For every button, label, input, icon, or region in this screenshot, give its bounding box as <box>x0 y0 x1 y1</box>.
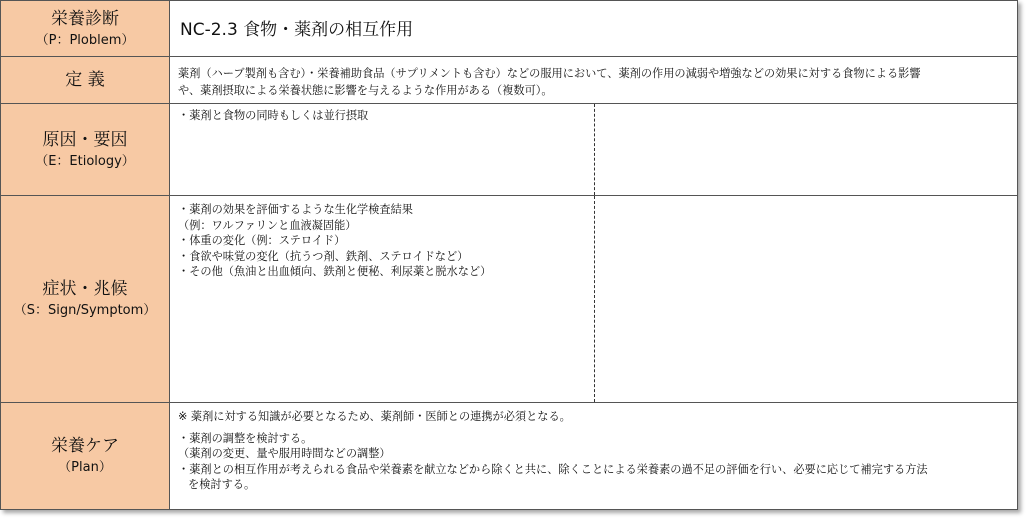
plan-item: （薬剤の変更、量や服用時間などの調整） <box>178 447 391 461</box>
diagnosis-label: 栄養診断 <box>51 8 119 29</box>
etiology-left-column <box>170 104 595 195</box>
definition-line: 薬剤（ハーブ製剤も含む）・栄養補助食品（サプリメントも含む）などの服用において、薬剤の作用の減弱や増強などの効果に対する食物による影響 <box>178 67 921 80</box>
symptom-label-cell <box>1 196 170 402</box>
definition-label-cell <box>1 57 170 103</box>
symptom-item: ・その他（魚油と出血傾向、鉄剤と便秘、利尿薬と脱水など） <box>178 265 492 279</box>
plan-row <box>1 403 1017 509</box>
symptom-row <box>1 196 1017 403</box>
diagnosis-sublabel: （P：Ploblem） <box>35 32 135 48</box>
definition-content-cell <box>170 57 1017 103</box>
plan-item: を検討する。 <box>188 478 256 492</box>
definition-row <box>1 57 1017 104</box>
etiology-row <box>1 104 1017 196</box>
symptom-sublabel: （S：Sign/Symptom） <box>13 303 157 318</box>
etiology-right-column <box>595 104 1017 195</box>
plan-note: ※ 薬剤に対する知識が必要となるため、薬剤師・医師との連携が必須となる。 <box>178 410 571 423</box>
plan-item: ・薬剤との相互作用が考えられる食品や栄養素を献立などから除くと共に、除くことによる栄養素の過不足の評価を行い、必要に応じて補完する方法 <box>178 462 928 476</box>
symptom-label: 症状・兆候 <box>42 279 128 299</box>
diagnosis-title: NC-2.3 食物・薬剤の相互作用 <box>180 20 414 40</box>
symptom-left-column <box>170 196 595 402</box>
definition-line: や、薬剤摂取による栄養状態に影響を与えるような作用がある（複数可）。 <box>178 84 553 97</box>
plan-item: ・薬剤の調整を検討する。 <box>178 431 313 445</box>
plan-sublabel: （Plan） <box>58 460 112 475</box>
symptom-item: ・体重の変化（例：ステロイド） <box>178 234 346 248</box>
etiology-sublabel: （E：Etiology） <box>35 153 135 169</box>
definition-text <box>178 65 1009 99</box>
definition-label: 定 義 <box>65 70 105 90</box>
etiology-label: 原因・要因 <box>42 129 128 150</box>
plan-label-cell <box>1 403 170 509</box>
diagnosis-label-cell <box>1 1 170 56</box>
symptom-right-column <box>595 196 1017 402</box>
symptom-item: ・食欲や味覚の変化（抗うつ剤、鉄剤、ステロイドなど） <box>178 249 469 263</box>
etiology-content-cell <box>170 104 1017 195</box>
plan-content-cell <box>170 403 1017 509</box>
symptom-item: ・薬剤の効果を評価するような生化学検査結果 <box>178 203 413 216</box>
symptom-item: （例：ワルファリンと血液凝固能） <box>178 218 357 232</box>
diagnosis-row <box>1 1 1017 57</box>
plan-label: 栄養ケア <box>51 436 119 456</box>
diagnosis-content-cell <box>170 1 1017 56</box>
etiology-label-cell <box>1 104 170 195</box>
etiology-item: ・薬剤と食物の同時もしくは並行摂取 <box>178 109 369 122</box>
symptom-content-cell <box>170 196 1017 402</box>
